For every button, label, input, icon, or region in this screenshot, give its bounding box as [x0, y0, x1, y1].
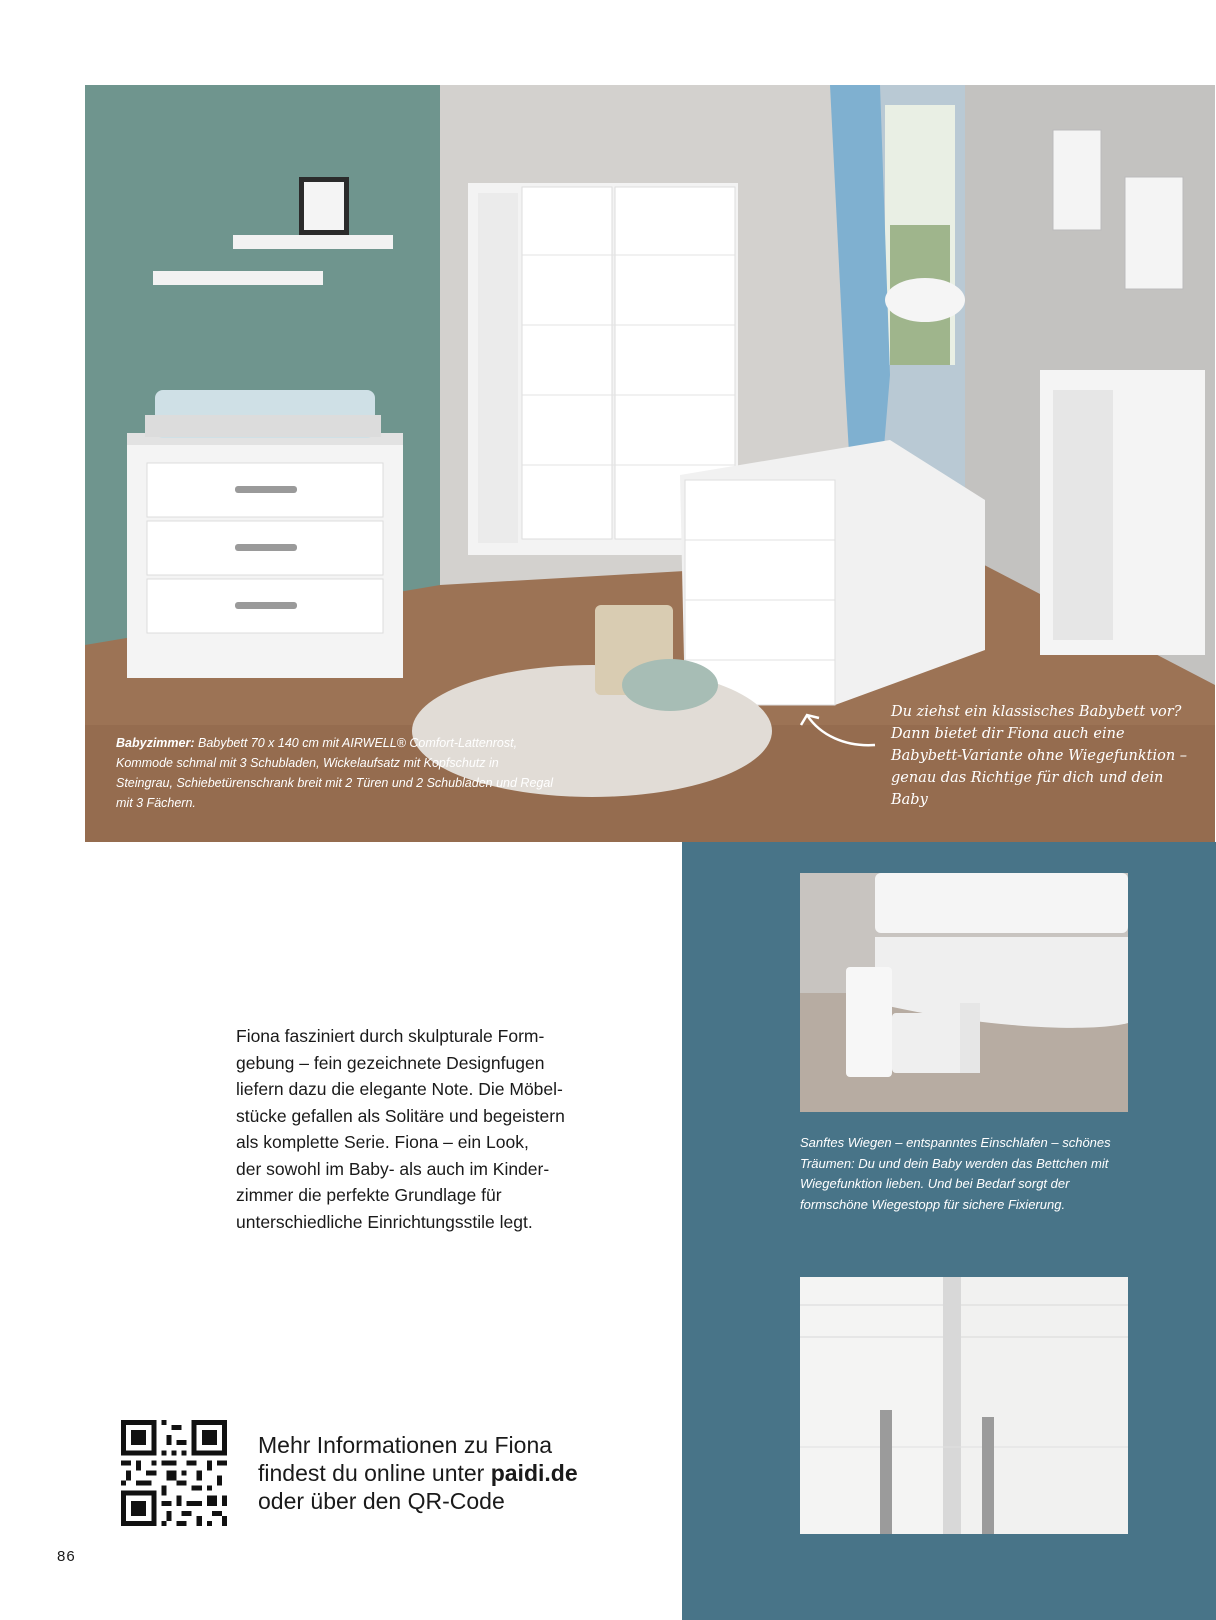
qr-code[interactable] [121, 1420, 227, 1526]
hero-caption-title: Babyzimmer: [116, 736, 195, 750]
info-line-1: Mehr Informationen zu Fiona [258, 1432, 553, 1458]
detail-photo-handles [800, 1277, 1128, 1534]
hero-caption [116, 733, 556, 813]
info-line-2 [258, 1459, 658, 1487]
hero-handwritten-note: Du ziehst ein klassisches Babybett vor? Dann bietet dir Fiona auch eine Babybett-Variante ohne Wiegefunktion – genau das Richtige für dich und dein Baby [891, 704, 1188, 808]
info-line-3: oder über den QR-Code [258, 1488, 505, 1514]
website-link[interactable]: paidi.de [490, 1460, 578, 1486]
hero-caption-text: Babybett 70 x 140 cm mit AIRWELL® Comfort-Lattenrost, Kommode schmal mit 3 Schubladen, Wickelaufsatz mit Kopfschutz in Steingrau, Schiebetürenschrank breit mit 2 Türen und 2 Schubladen und Regal mit 3 Fächern. [116, 736, 554, 810]
hero-photo [85, 85, 1215, 842]
more-info-text [258, 1431, 658, 1515]
body-text: Fiona fasziniert durch skulpturale Form- gebung – fein gezeichnete Designfugen liefern dazu die elegante Note. Die Möbel- stücke gefallen als Solitäre und begeistern als komplette Serie. Fiona – ein Look, der sowohl im Baby- als auch im Kinder- zimmer die perfekte Grundlage für unterschiedliche Einrichtungsstile legt. [236, 1026, 565, 1232]
page-number: 86 [57, 1548, 76, 1565]
info-line-2-prefix: findest du online unter [258, 1460, 491, 1486]
detail-photo-cradle-stop [800, 873, 1128, 1112]
detail-caption: Sanftes Wiegen – entspanntes Einschlafen – schönes Träumen: Du und dein Baby werden das Bettchen mit Wiegefunktion lieben. Und bei Bedarf sorgt der formschöne Wiegestopp für sichere Fixierung. [800, 1135, 1111, 1212]
